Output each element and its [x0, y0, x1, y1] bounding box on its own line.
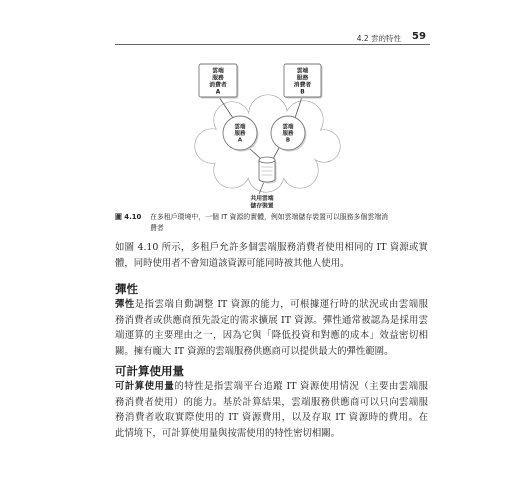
consumer-a-label-line: 消費者	[209, 82, 227, 89]
paragraph-line	[115, 379, 428, 395]
paragraph-line: 此情境下，可計算使用量與按需使用的特性密切相關。	[115, 427, 341, 439]
measured-usage-paragraph	[115, 379, 428, 441]
paragraph-line: 務消費者或供應商預先設定的需求擴展 IT 資源。彈性通常被認為是採用雲	[115, 314, 428, 326]
paragraph-line: 端運算的主要理由之一，因為它與「降低投資和對應的成本」效益密切相	[115, 330, 428, 341]
service-b-label-line: 服務	[282, 131, 294, 137]
running-header-section-title: 4.2 雲的特性	[356, 34, 401, 43]
consumer-b-label-line: 雲端	[296, 68, 309, 75]
caption-line: 在多租戶環境中，一個 IT 資源的實體，例如雲端儲存裝置可以服務多個雲端消	[150, 213, 389, 221]
paragraph-line-text: 的特性是指雲端平台追蹤 IT 資源使用情況（主要由雲端服	[174, 381, 428, 392]
section-heading-measured-usage: 可計算使用量	[115, 364, 184, 378]
intro-paragraph	[115, 240, 428, 272]
paragraph-line: 務消費者使用）的能力。基於計算結果，雲端服務供應商可以只向雲端服	[115, 396, 428, 408]
cloud-service-consumer-b	[284, 64, 323, 99]
figure-caption	[115, 212, 435, 236]
consumer-b-label-line: 消費者	[293, 82, 312, 89]
multitenancy-diagram	[180, 55, 350, 215]
section-heading-elasticity: 彈性	[115, 282, 138, 296]
service-b-label-line: 雲端	[282, 124, 294, 131]
storage-cylinder-icon	[259, 157, 277, 184]
storage-label-line: 儲存裝置	[250, 203, 274, 210]
paragraph-line: 務消費者收取實際使用的 IT 資源費用，以及存取 IT 資源時的費用。在	[115, 412, 428, 423]
paragraph-line	[115, 297, 428, 313]
consumer-b-label-line: 服務	[296, 75, 309, 82]
header-divider	[115, 44, 430, 45]
page-number: 59	[412, 31, 426, 42]
consumer-a-label-line: 服務	[212, 75, 224, 82]
defined-term: 可計算使用量	[115, 381, 175, 392]
cloud-service-consumer-a	[199, 64, 239, 99]
figure-number: 圖 4.10	[115, 213, 142, 221]
defined-term: 彈性	[115, 299, 135, 310]
paragraph-line: 如圖 4.10 所示，多租戶允許多個雲端服務消費者使用相同的 IT 資源或實	[115, 242, 428, 253]
caption-line: 費者	[150, 224, 164, 232]
caption-text	[150, 212, 412, 234]
elasticity-paragraph	[115, 297, 428, 359]
service-b-label-line: B	[285, 137, 291, 144]
paragraph-line-text: 是指雲端自動調整 IT 資源的能力，可根據運行時的狀況或由雲端服	[134, 299, 428, 310]
consumer-b-label-line: B	[300, 89, 305, 96]
storage-label-line: 共用雲端	[250, 196, 274, 202]
consumer-a-label-line: 雲端	[212, 68, 224, 75]
paragraph-line: 體，同時使用者不會知道該資源可能同時被其他人使用。	[115, 258, 350, 269]
service-a-label-line: 雲端	[234, 124, 246, 131]
service-a-label-line: A	[237, 137, 243, 144]
paragraph-line: 關。擁有龐大 IT 資源的雲端服務供應商可以提供最大的彈性範圍。	[115, 345, 394, 357]
service-a-label-line: 服務	[234, 131, 246, 137]
consumer-a-label-line: A	[215, 89, 221, 96]
